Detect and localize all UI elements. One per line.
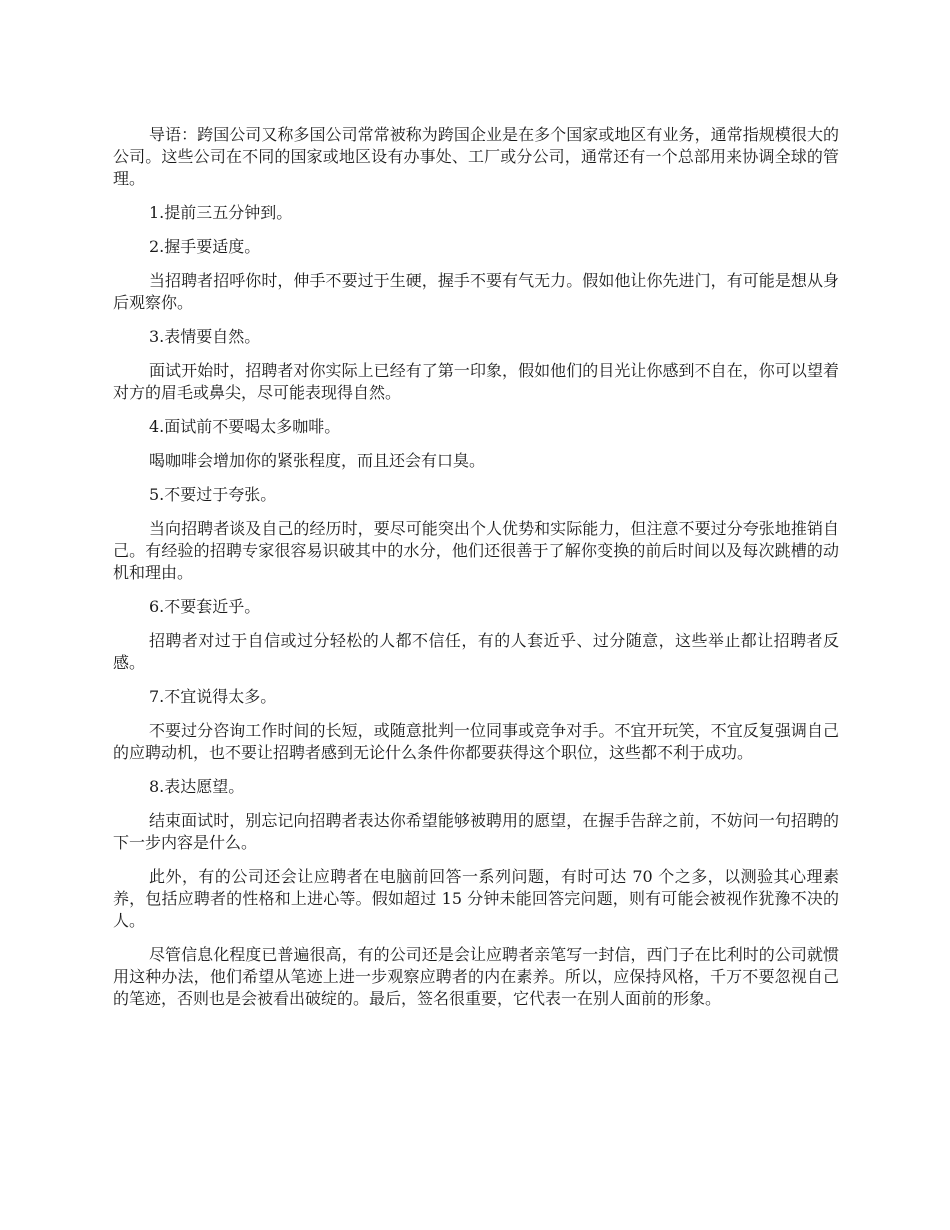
tip-body-4: 喝咖啡会增加你的紧张程度，而且还会有口臭。 xyxy=(149,451,486,470)
tip-body-2: 当招聘者招呼你时，伸手不要过于生硬，握手不要有气无力。假如他让你先进门，有可能是想从身后观察你。 xyxy=(113,271,839,312)
tip-heading-4: 4.面试前不要喝太多咖啡。 xyxy=(149,417,341,436)
tip-heading-6: 6.不要套近乎。 xyxy=(149,597,261,616)
tip-body-5: 当向招聘者谈及自己的经历时，要尽可能突出个人优势和实际能力，但注意不要过分夸张地推销自己。有经验的招聘专家很容易识破其中的水分，他们还很善于了解你变换的前后时间以及每次跳槽的动机和理由。 xyxy=(113,519,839,582)
tip-heading-1: 1.提前三五分钟到。 xyxy=(149,203,293,222)
tip-body-7: 不要过分咨询工作时间的长短，或随意批判一位同事或竞争对手。不宜开玩笑，不宜反复强调自己的应聘动机，也不要让招聘者感到无论什么条件你都要获得这个职位，这些都不利于成功。 xyxy=(113,721,839,762)
tip-heading-5: 5.不要过于夸张。 xyxy=(149,485,277,504)
closing-paragraph-1: 此外，有的公司还会让应聘者在电脑前回答一系列问题，有时可达 70 个之多，以测验其心理素养，包括应聘者的性格和上进心等。假如超过 15 分钟未能回答完问题，则有可能会被视作犹豫不决的人。 xyxy=(113,867,839,930)
tip-body-8: 结束面试时，别忘记向招聘者表达你希望能够被聘用的愿望，在握手告辞之前，不妨问一句招聘的下一步内容是什么。 xyxy=(113,811,839,852)
document-body xyxy=(113,124,839,1022)
tip-body-6: 招聘者对过于自信或过分轻松的人都不信任，有的人套近乎、过分随意，这些举止都让招聘者反感。 xyxy=(113,631,839,672)
tip-heading-3: 3.表情要自然。 xyxy=(149,327,261,346)
tip-heading-7: 7.不宜说得太多。 xyxy=(149,687,277,706)
tip-heading-8: 8.表达愿望。 xyxy=(149,777,245,796)
intro-paragraph: 导语：跨国公司又称多国公司常常被称为跨国企业是在多个国家或地区有业务，通常指规模很大的公司。这些公司在不同的国家或地区设有办事处、工厂或分公司，通常还有一个总部用来协调全球的管理。 xyxy=(113,125,839,188)
tip-heading-2: 2.握手要适度。 xyxy=(149,237,261,256)
closing-paragraph-2: 尽管信息化程度已普遍很高，有的公司还是会让应聘者亲笔写一封信，西门子在比利时的公司就惯用这种办法，他们希望从笔迹上进一步观察应聘者的内在素养。所以，应保持风格，千万不要忽视自己的笔迹，否则也是会被看出破绽的。最后，签名很重要，它代表一在别人面前的形象。 xyxy=(113,945,839,1008)
tip-body-3: 面试开始时，招聘者对你实际上已经有了第一印象，假如他们的目光让你感到不自在，你可以望着对方的眉毛或鼻尖，尽可能表现得自然。 xyxy=(113,361,839,402)
